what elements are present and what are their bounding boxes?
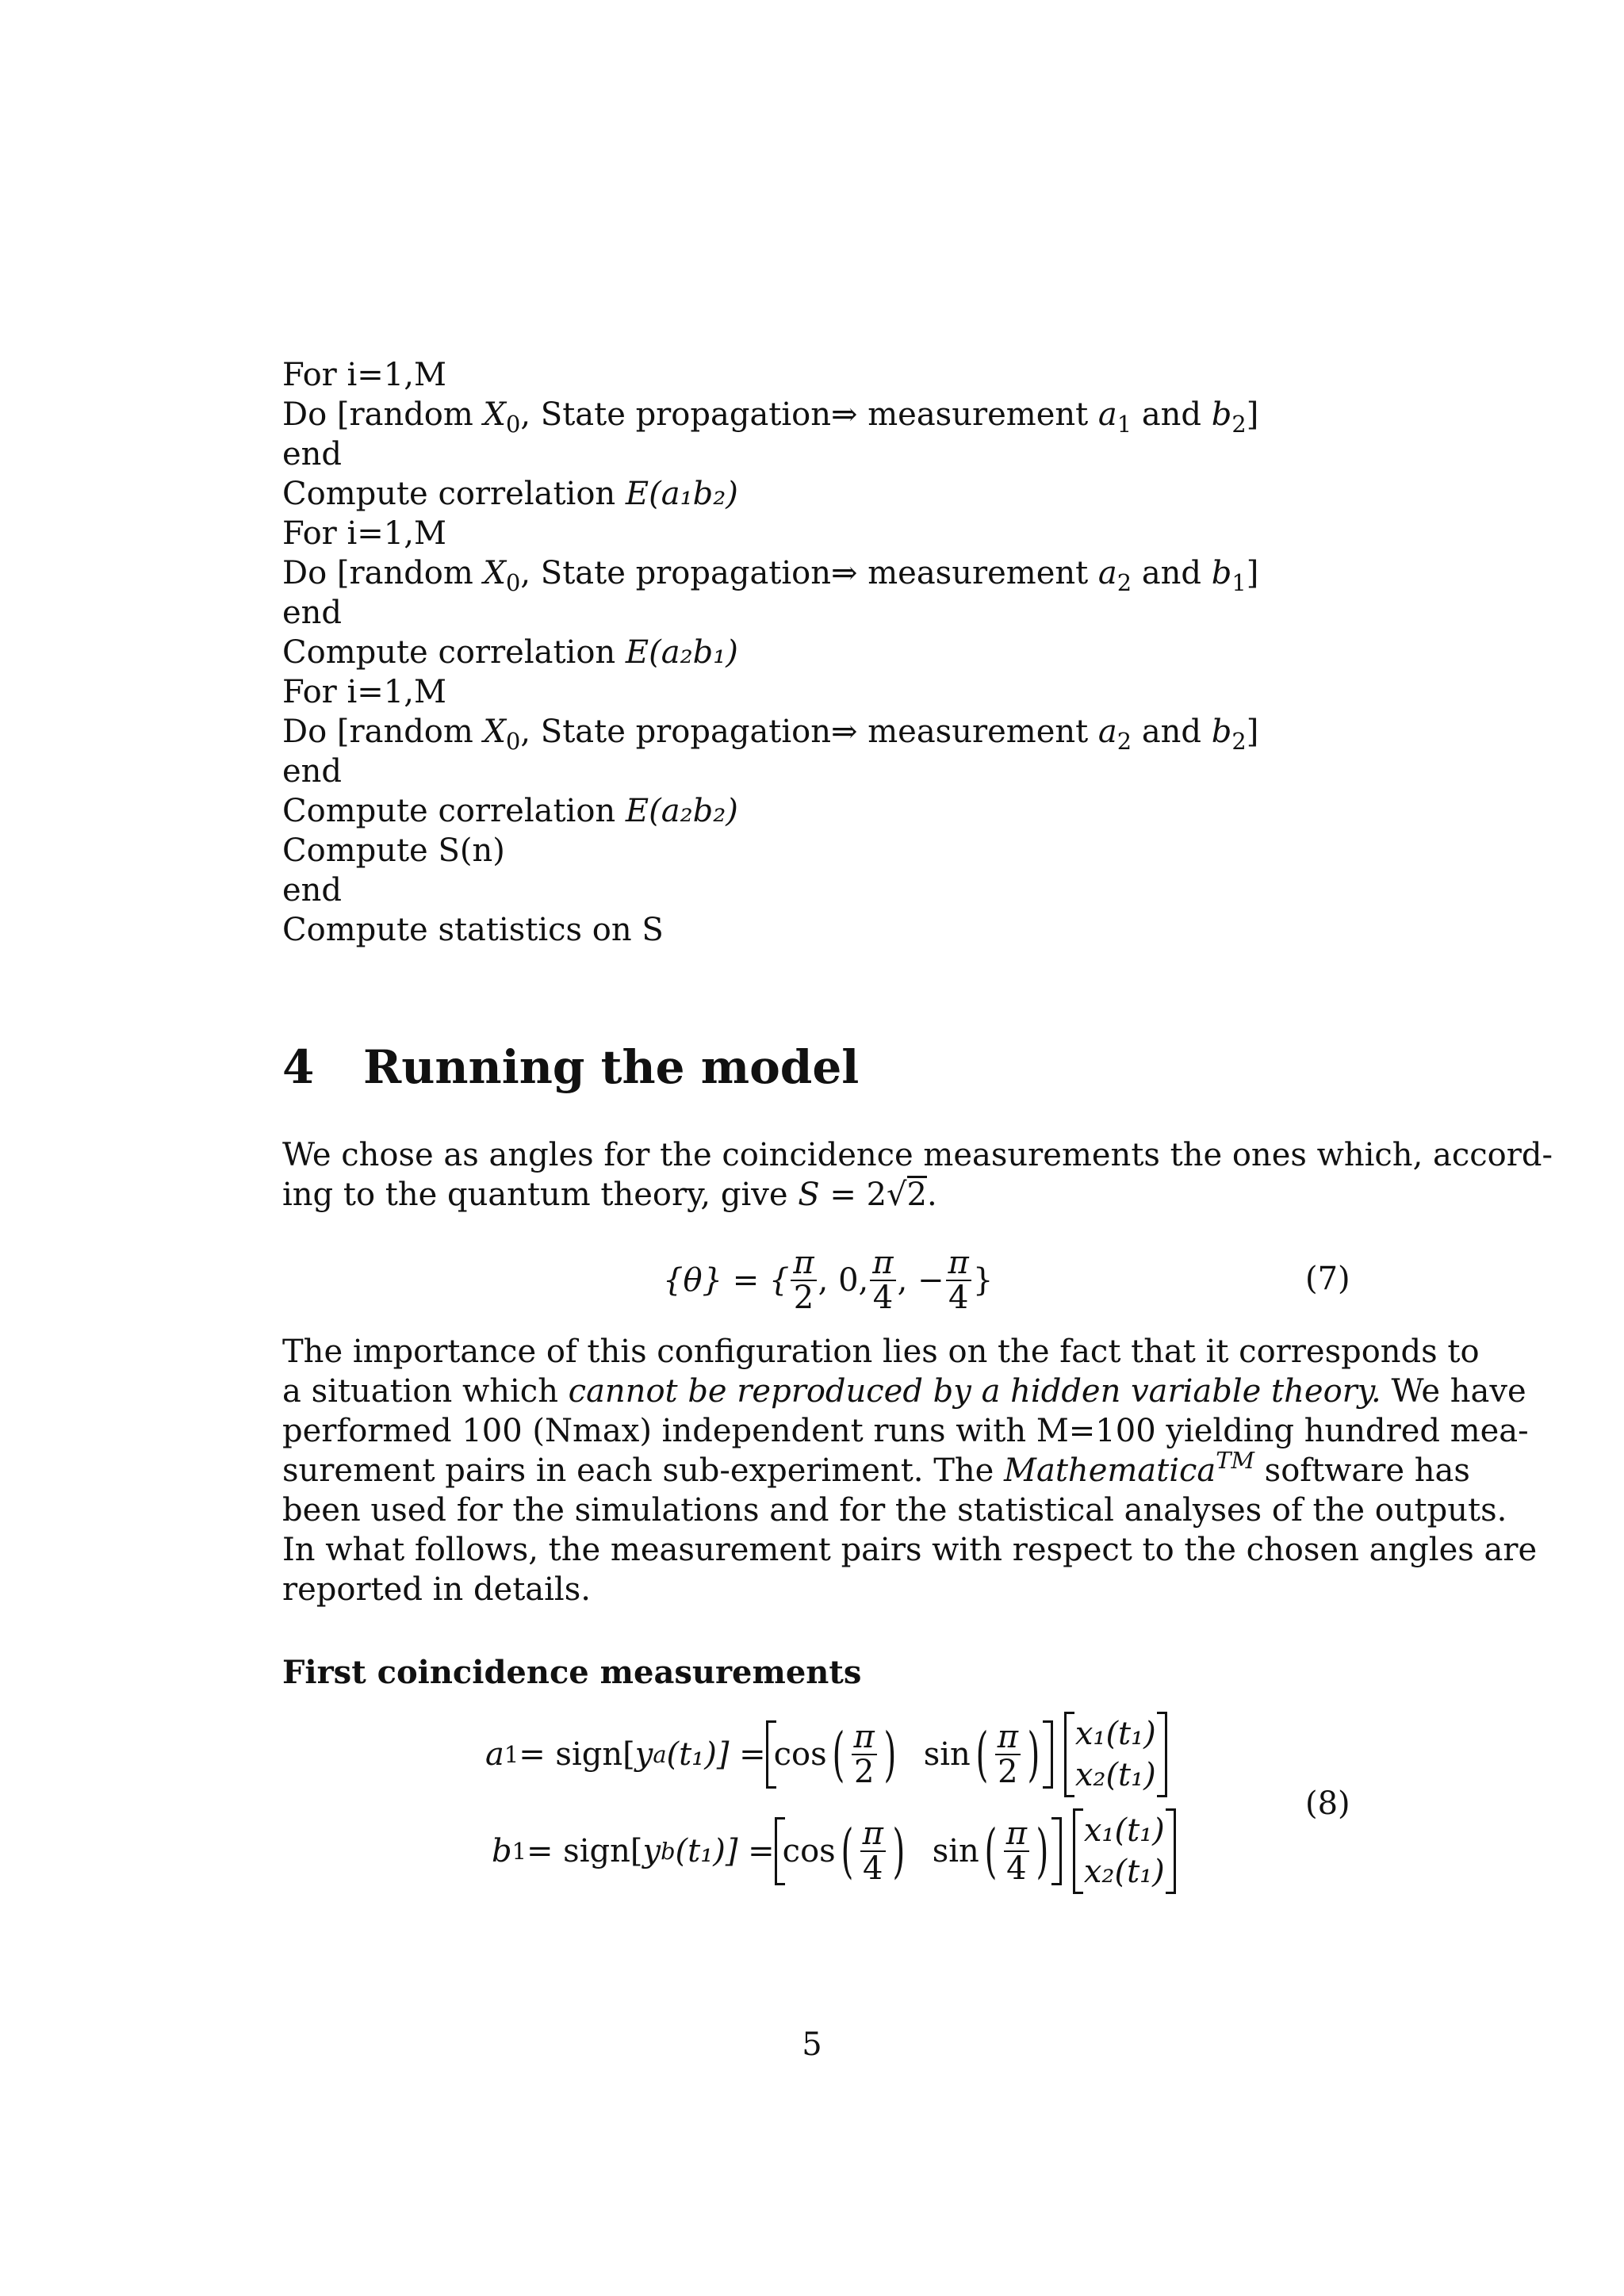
text-line: reported in details.: [282, 1571, 591, 1608]
section-number: 4: [282, 1040, 315, 1094]
section-title: Running the model: [363, 1040, 860, 1094]
section-heading: [282, 1040, 859, 1094]
text-line: We chose as angles for the coincidence measurements the ones which, accord-: [282, 1137, 1553, 1173]
column-vector: x₁(t₁) x₂(t₁): [1073, 1808, 1176, 1894]
intro-paragraph: [282, 1135, 1553, 1215]
row-vector: cos ( $\frac{\pi}{2}$ ) sin ( $\frac{\pi}{2}$ ): [766, 1720, 1053, 1789]
algo-line: Do [random $X_0$, State propagation⇒ measurement $a_1$ and $b_2$]: [282, 396, 1259, 438]
algo-line: end: [282, 872, 343, 909]
subsection-heading: First coincidence measurements: [282, 1654, 862, 1691]
algo-line: For i=1,M: [282, 357, 446, 393]
text-line: In what follows, the measurement pairs with respect to the chosen angles are: [282, 1532, 1538, 1568]
algo-line: Compute S(n): [282, 832, 505, 869]
algo-line: Do [random $X_0$, State propagation⇒ measurement $a_2$ and $b_1$]: [282, 555, 1259, 597]
algo-line: Do [random $X_0$, State propagation⇒ measurement $a_2$ and $b_2$]: [282, 714, 1259, 756]
page-number: 5: [802, 2026, 822, 2063]
sqrt-symbol: √2: [887, 1177, 927, 1213]
algo-line: end: [282, 753, 343, 790]
row-vector: cos ( $\frac{\pi}{4}$ ) sin ( $\frac{\pi}{4}$ ): [775, 1817, 1062, 1885]
equation-7: {θ} = { $\frac{\pi}{2}$ , 0, $\frac{\pi}{4}$ , − $\frac{\pi}{4}$ }: [663, 1245, 994, 1316]
algo-line: Compute correlation E(a₁b₂): [282, 476, 738, 512]
text-line: The importance of this configuration lies on the fact that it corresponds to: [282, 1334, 1480, 1370]
text-line: been used for the simulations and for the statistical analyses of the outputs.: [282, 1492, 1507, 1529]
algo-line: For i=1,M: [282, 674, 446, 710]
text-line: a situation which cannot be reproduced by a hidden variable theory. We have: [282, 1373, 1526, 1410]
text-line: surement pairs in each sub-experiment. The Mathematica™ software has: [282, 1447, 1470, 1489]
algorithm-block: [282, 355, 1392, 950]
algo-line: Compute correlation E(a₂b₁): [282, 634, 738, 671]
algo-line: end: [282, 595, 343, 631]
algo-line: end: [282, 436, 343, 473]
body-paragraph: [282, 1332, 1538, 1609]
algo-line: Compute statistics on S: [282, 912, 664, 948]
fraction: $\frac{\pi}{4}$: [870, 1246, 895, 1314]
fraction: $\frac{\pi}{2}$: [791, 1246, 816, 1314]
equation-number: (7): [1305, 1261, 1350, 1297]
text-line: performed 100 (Nmax) independent runs with M=100 yielding hundred mea-: [282, 1413, 1529, 1449]
equation-number: (8): [1305, 1785, 1350, 1822]
algo-line: Compute correlation E(a₂b₂): [282, 793, 738, 829]
equation-8-row-b1: b 1 = sign[ y b (t₁)] = cos ( $\frac{\pi}{4}$ ) sin ( $\frac{\pi}{4}$ ) x₁(t₁) x₂(t₁): [492, 1804, 1176, 1898]
text-line: ing to the quantum theory, give S = 2√2.: [282, 1177, 937, 1213]
algo-line: For i=1,M: [282, 515, 446, 552]
equation-8-row-a1: a 1 = sign[ y a (t₁)] = cos ( $\frac{\pi}{2}$ ) sin ( $\frac{\pi}{2}$ ) x₁(t₁) x₂(t₁): [485, 1708, 1167, 1801]
column-vector: x₁(t₁) x₂(t₁): [1064, 1712, 1167, 1797]
fraction: $\frac{\pi}{4}$: [946, 1246, 971, 1314]
